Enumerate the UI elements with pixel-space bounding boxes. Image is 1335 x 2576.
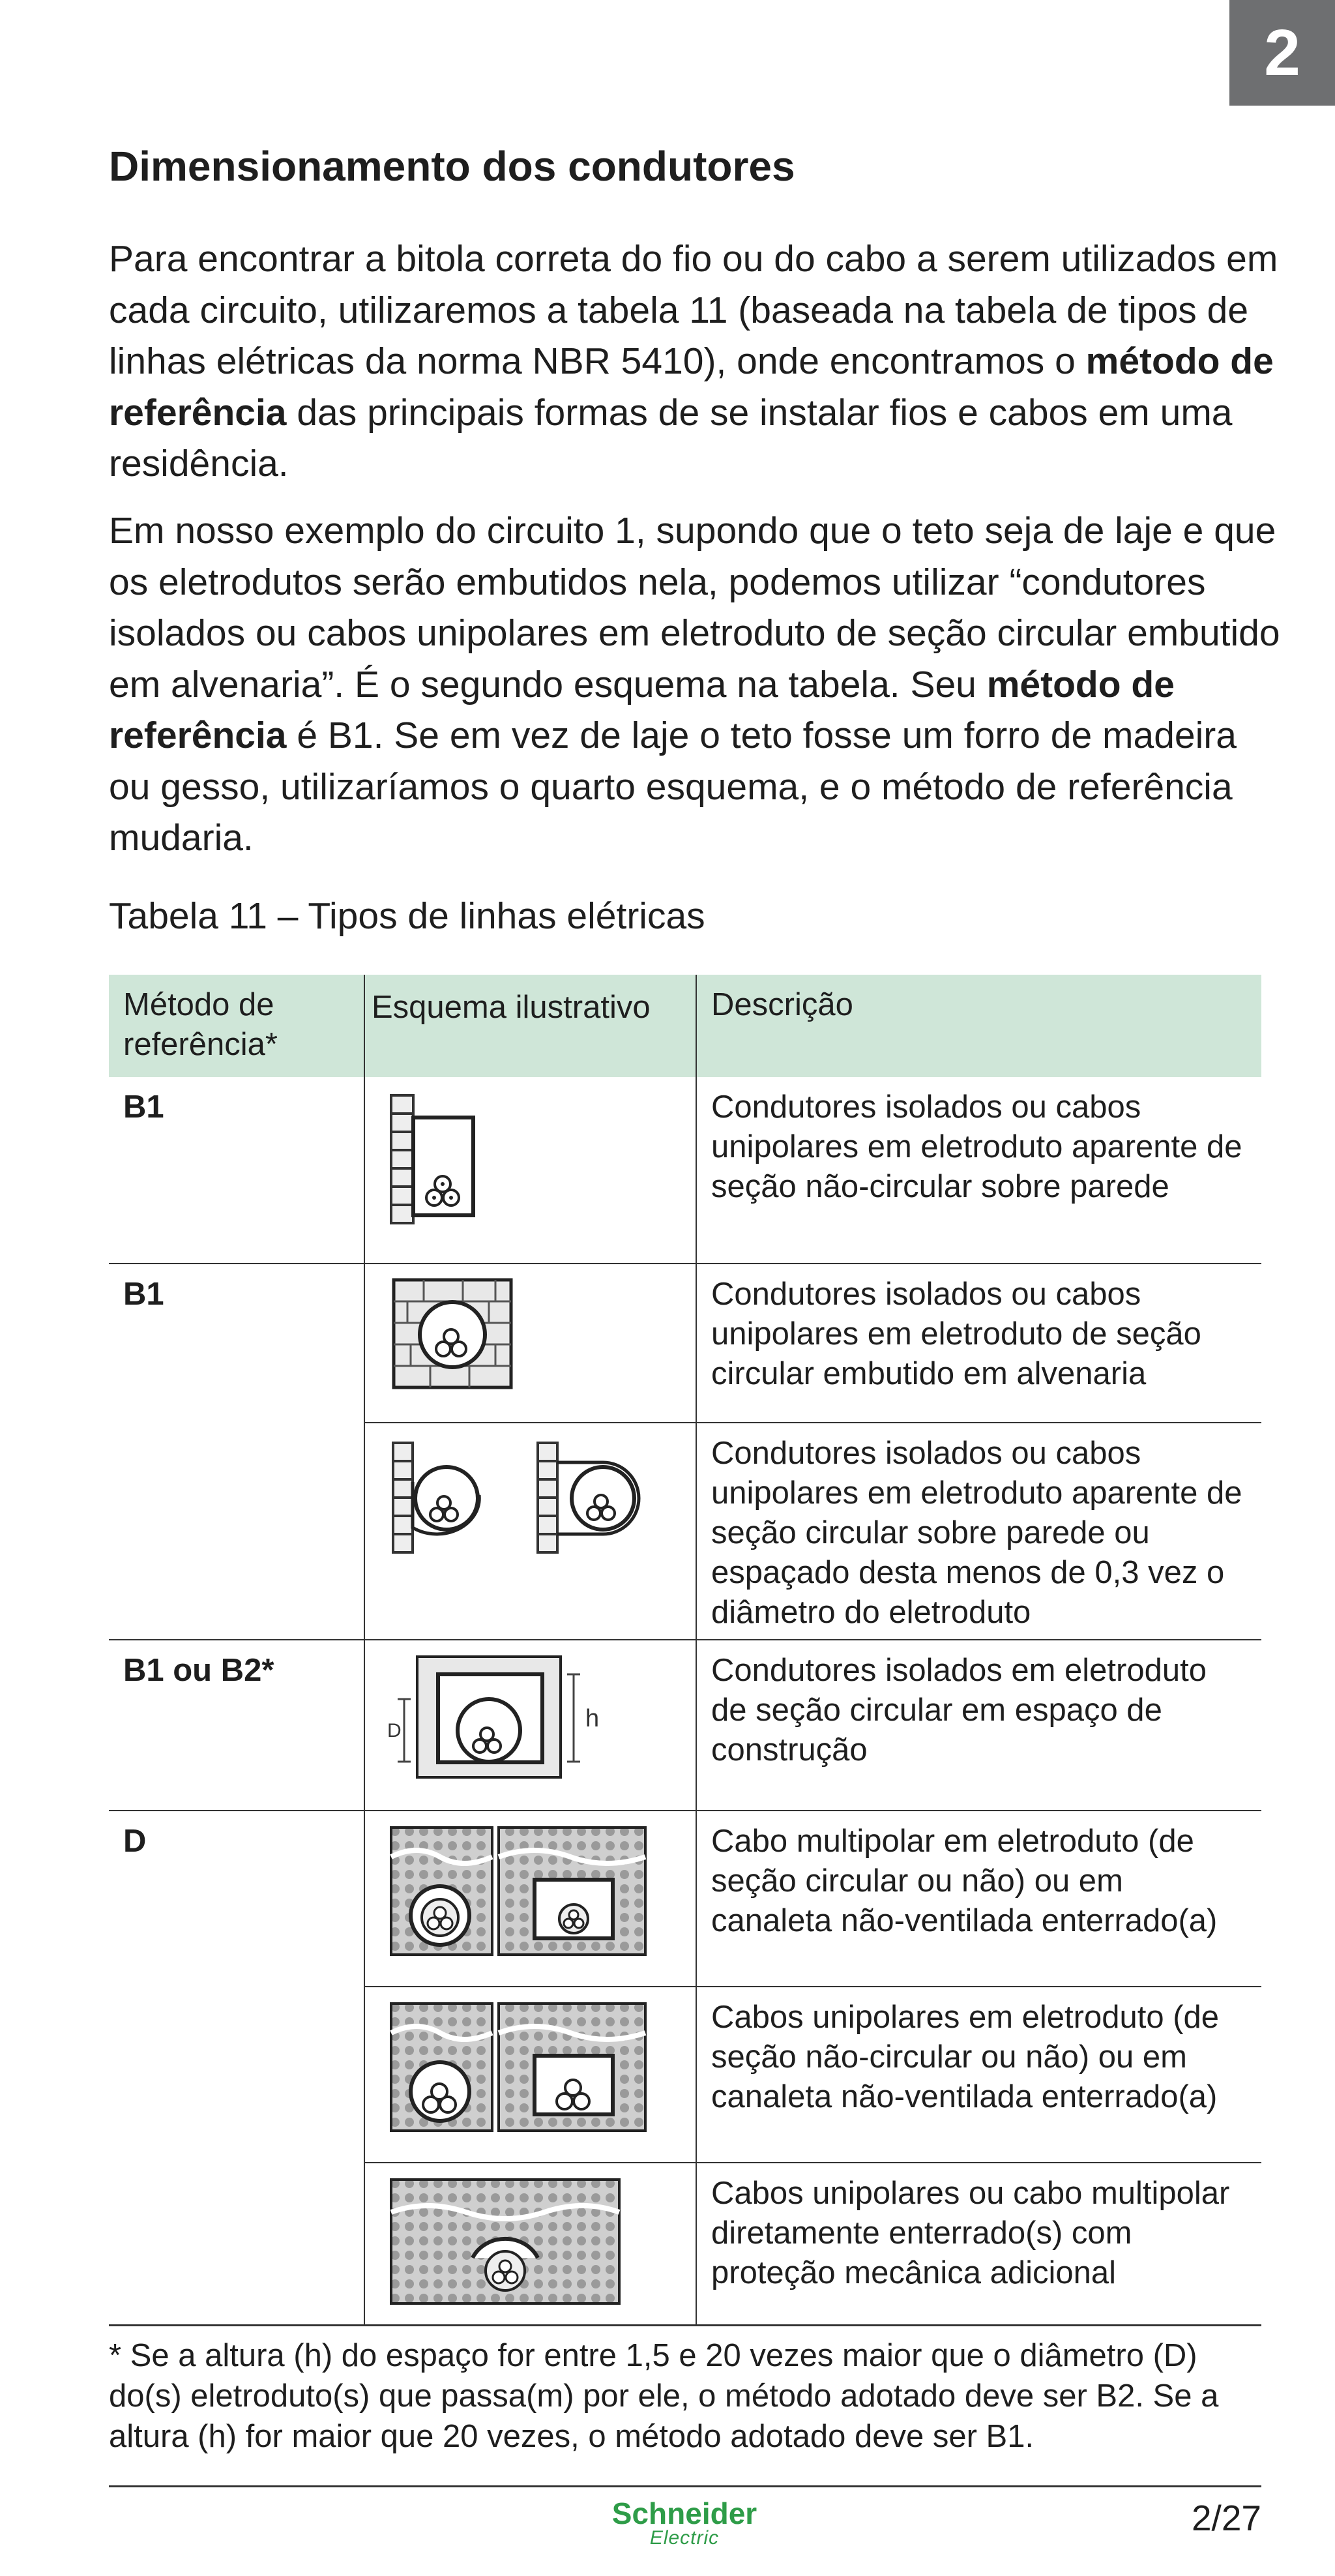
method-cell: B1 bbox=[109, 1264, 364, 1640]
logo-name: Schneider bbox=[611, 2496, 757, 2530]
diagram-cell bbox=[364, 2163, 696, 2326]
diagram-buried-unipolar bbox=[388, 2000, 649, 2137]
diagram-construction-space bbox=[378, 1653, 613, 1784]
paragraph1-bold: método de referência bbox=[109, 340, 1274, 434]
table-row bbox=[109, 1264, 1261, 1423]
example-paragraph bbox=[109, 505, 1282, 864]
label-diameter: D bbox=[387, 1720, 402, 1741]
table-caption: Tabela 11 – Tipos de linhas elétricas bbox=[109, 895, 705, 937]
diagram-surface-rect-conduit bbox=[372, 1090, 489, 1240]
header-diagram: Esquema ilustrativo bbox=[364, 975, 696, 1077]
diagram-embedded-masonry bbox=[391, 1277, 521, 1395]
chapter-number: 2 bbox=[1264, 16, 1300, 89]
header-method: Método de referência* bbox=[109, 975, 364, 1077]
paragraph2-text-b: é B1. Se em vez de laje o teto fosse um forro de madeira ou gesso, utilizaríamos o quarto esquema, e o método de referência mudaria. bbox=[109, 715, 1237, 859]
table-header-row bbox=[109, 975, 1261, 1077]
method-cell: D bbox=[109, 1811, 364, 2326]
paragraph1-text-a: Para encontrar a bitola correta do fio ou do cabo a serem utilizados em cada circuito, utilizaremos a tabela 11 (baseada na tabela de tipos de linhas elétricas da norma NBR 5410), onde encontramos o bbox=[109, 238, 1278, 382]
schneider-electric-logo bbox=[606, 2498, 763, 2548]
paragraph1-text-b: das principais formas de se instalar fios e cabos em uma residência. bbox=[109, 391, 1233, 484]
diagram-cell bbox=[364, 1987, 696, 2163]
logo-sub: Electric bbox=[649, 2527, 720, 2549]
table-row bbox=[109, 1640, 1261, 1811]
diagram-cell bbox=[364, 1640, 696, 1811]
diagram-buried-multipolar bbox=[388, 1824, 649, 1961]
line-types-table bbox=[109, 975, 1261, 2326]
diagram-surface-circular-conduit bbox=[388, 1436, 675, 1560]
table-row bbox=[109, 1811, 1261, 1987]
method-cell: B1 bbox=[109, 1077, 364, 1264]
paragraph2-text-a: Em nosso exemplo do circuito 1, supondo que o teto seja de laje e que os eletrodutos serão embutidos nela, podemos utilizar “condutores isolados ou cabos unipolares em eletroduto de seção circular embutido em alvenaria”. É o segundo esquema na tabela. Seu bbox=[109, 510, 1280, 705]
description-cell: Condutores isolados ou cabos unipolares em eletroduto aparente de seção não-circular sobre parede bbox=[711, 1089, 1242, 1204]
diagram-cell bbox=[364, 1811, 696, 1987]
description-cell: Condutores isolados em eletroduto de seção circular em espaço de construção bbox=[696, 1640, 1261, 1811]
chapter-tab bbox=[1229, 0, 1335, 106]
method-cell: B1 ou B2* bbox=[109, 1640, 364, 1811]
section-title: Dimensionamento dos condutores bbox=[109, 143, 795, 190]
diagram-cell bbox=[364, 1264, 696, 1423]
table-row bbox=[109, 1077, 1261, 1264]
intro-paragraph bbox=[109, 233, 1282, 490]
diagram-direct-buried bbox=[388, 2176, 636, 2307]
page-number: 2/27 bbox=[1191, 2498, 1261, 2538]
description-cell: Cabos unipolares em eletroduto (de seção não-circular ou não) ou em canaleta não-ventilada enterrado(a) bbox=[696, 1987, 1261, 2163]
table-footnote: * Se a altura (h) do espaço for entre 1,5 e 20 vezes maior que o diâmetro (D) do(s) eletroduto(s) que passa(m) por ele, o método adotado deve ser B2. Se a altura (h) for maior que 20 vezes, o método adotado deve ser B1. bbox=[109, 2324, 1261, 2457]
description-cell: Condutores isolados ou cabos unipolares em eletroduto aparente de seção circular sobre parede ou espaçado desta menos de 0,3 vez o diâmetro do eletroduto bbox=[696, 1423, 1261, 1640]
paragraph2-bold: método de referência bbox=[109, 663, 1175, 756]
diagram-cell bbox=[364, 1423, 696, 1640]
header-description: Descrição bbox=[696, 975, 1261, 1077]
description-cell: Cabos unipolares ou cabo multipolar diretamente enterrado(s) com proteção mecânica adicional bbox=[696, 2163, 1261, 2326]
footer-rule bbox=[109, 2485, 1261, 2487]
description-cell: Condutores isolados ou cabos unipolares em eletroduto de seção circular embutido em alvenaria bbox=[696, 1264, 1261, 1423]
diagram-cell bbox=[364, 1077, 696, 1264]
label-height: h bbox=[585, 1705, 600, 1732]
description-cell: Cabo multipolar em eletroduto (de seção circular ou não) ou em canaleta não-ventilada enterrado(a) bbox=[696, 1811, 1261, 1987]
